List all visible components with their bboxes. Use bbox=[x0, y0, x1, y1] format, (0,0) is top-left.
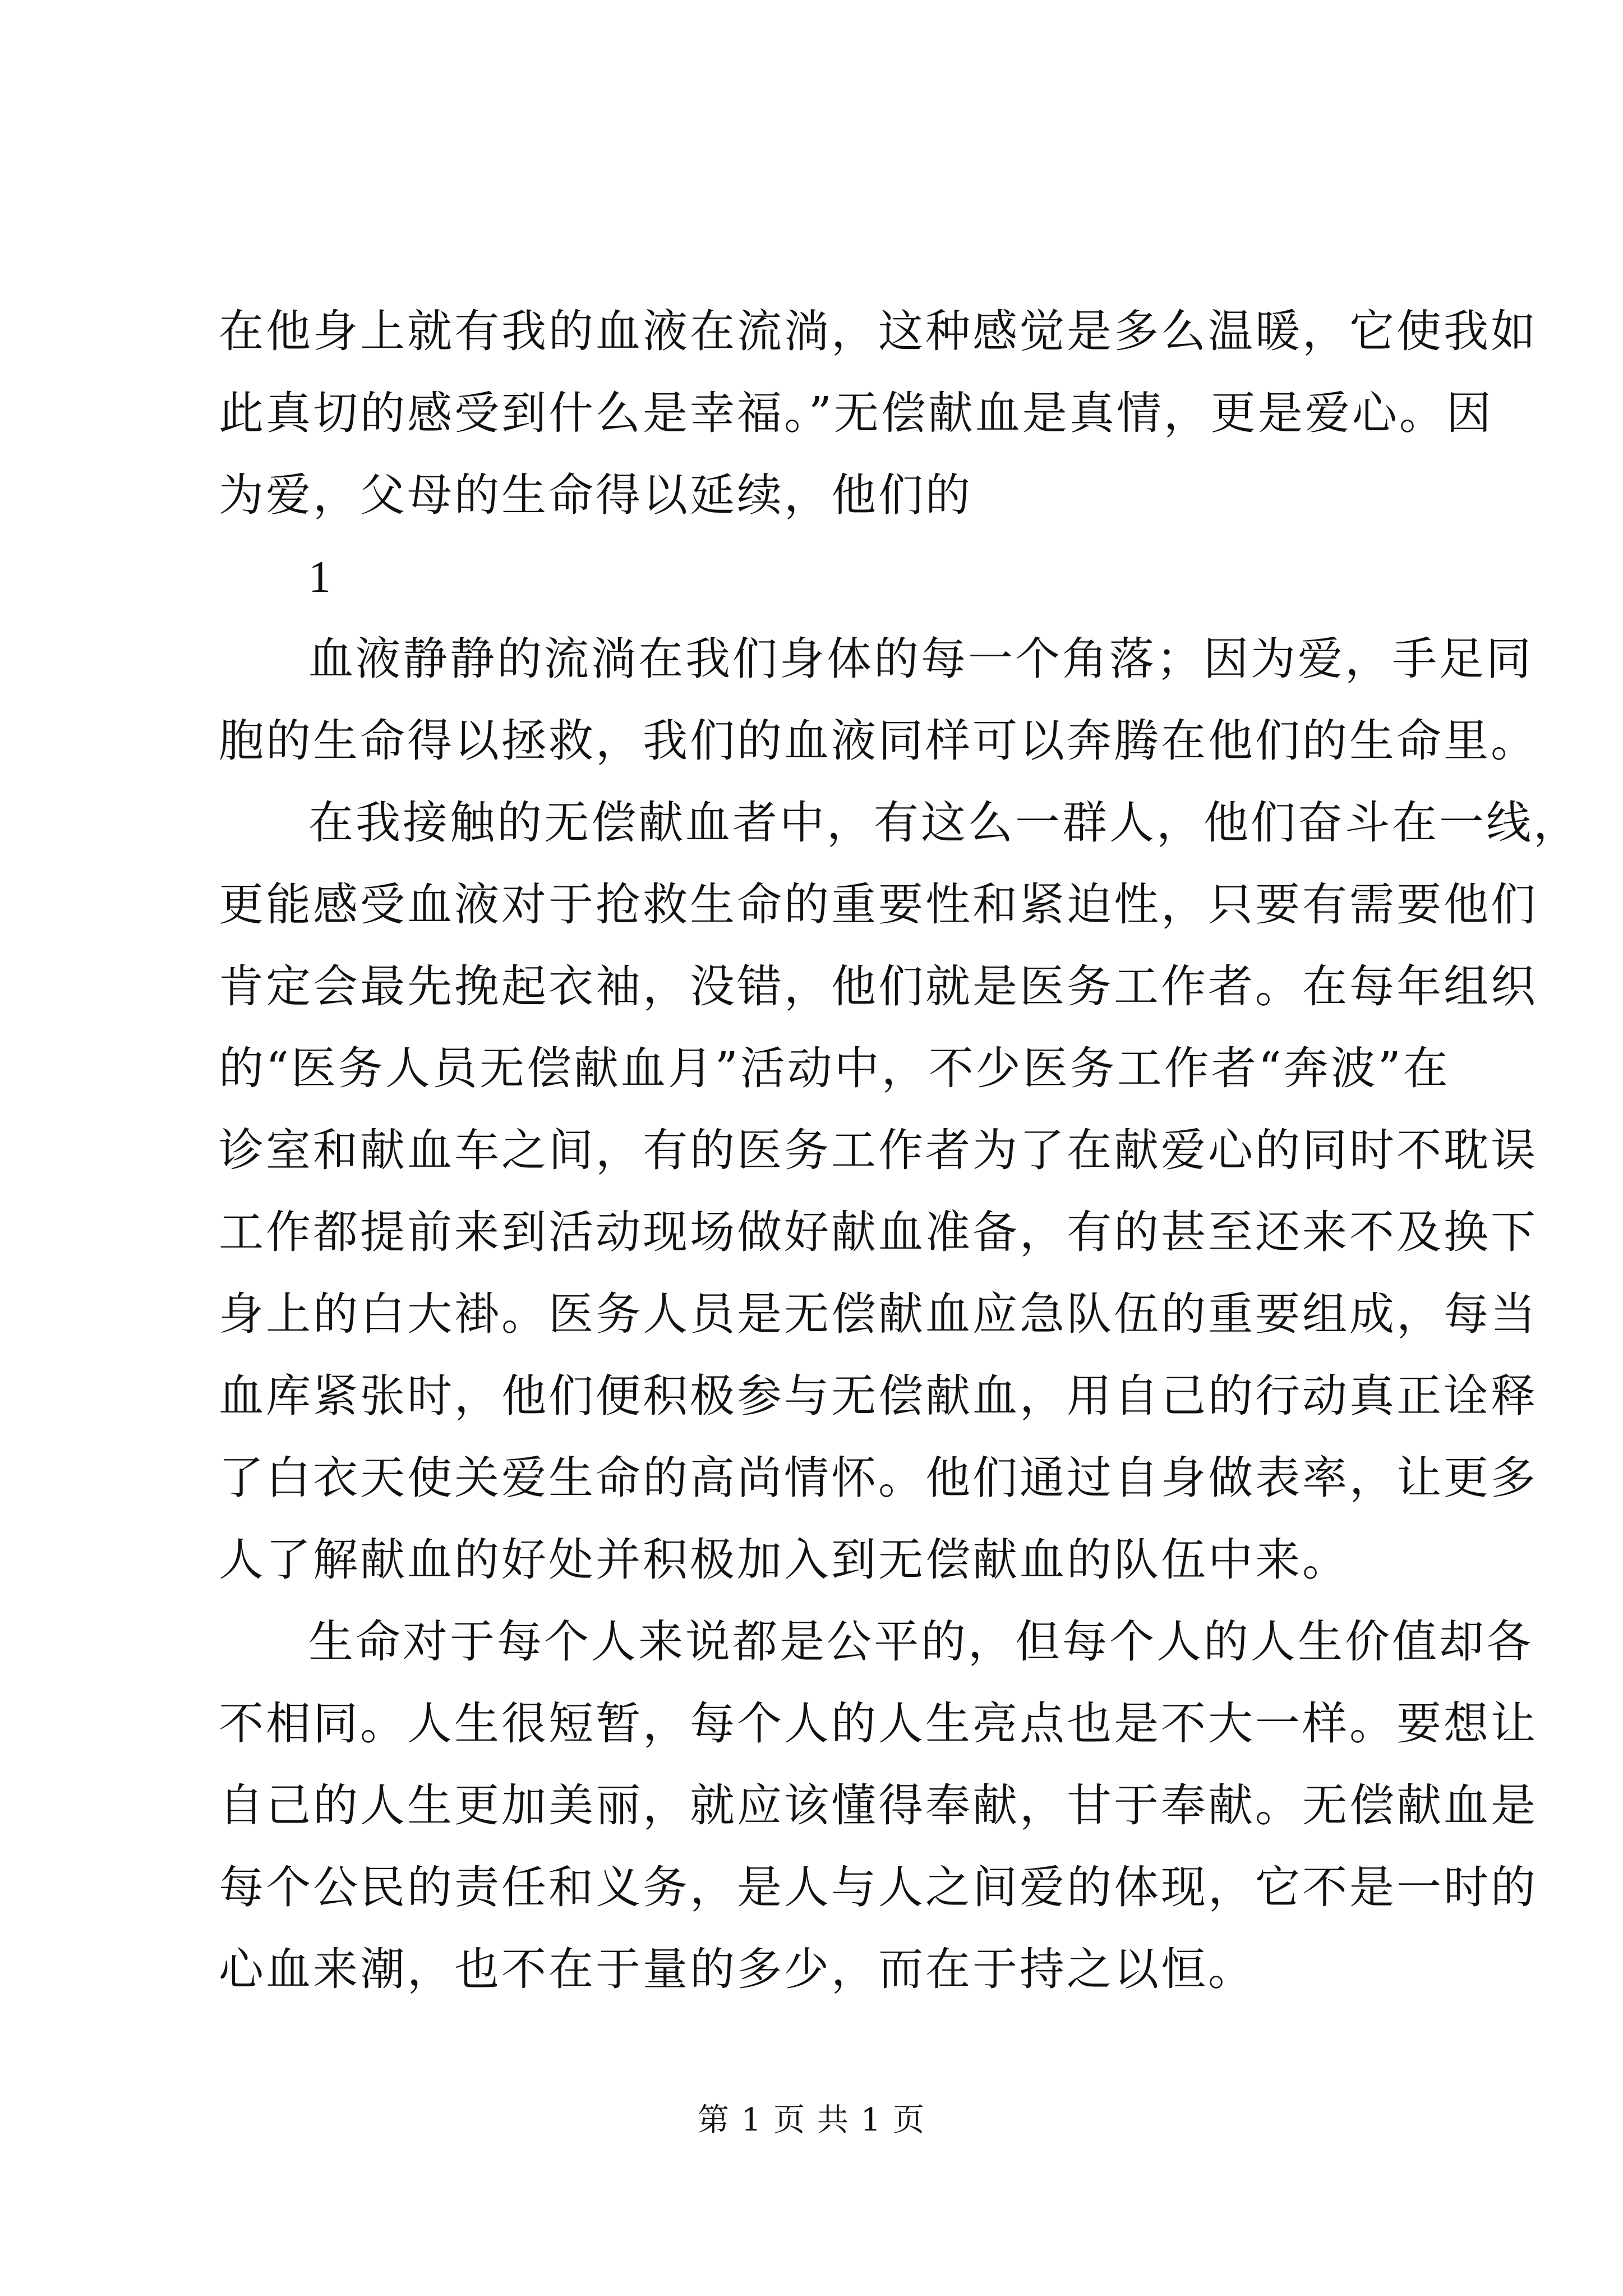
paragraph-first-line: 在我接触的无偿献血者中，有这么一群人，他们奋斗在一线， bbox=[308, 797, 1580, 849]
page-footer: 第 1 页 共 1 页 bbox=[697, 2102, 926, 2138]
text-line: 血库紧张时，他们便积极参与无偿献血，用自己的行动真正诠释 bbox=[219, 1370, 1538, 1422]
text-line: 了白衣天使关爱生命的高尚情怀。他们通过自身做表率，让更多 bbox=[219, 1452, 1538, 1504]
text-line: 为爱，父母的生命得以延续，他们的 bbox=[219, 469, 972, 521]
text-line: 诊室和献血车之间，有的医务工作者为了在献爱心的同时不耽误 bbox=[219, 1124, 1538, 1176]
text-line: 身上的白大褂。医务人员是无偿献血应急队伍的重要组成，每当 bbox=[219, 1288, 1538, 1340]
text-line: 自己的人生更加美丽，就应该懂得奉献，甘于奉献。无偿献血是 bbox=[219, 1779, 1538, 1832]
paragraph-first-line: 生命对于每个人来说都是公平的，但每个人的人生价值却各 bbox=[308, 1616, 1533, 1668]
text-line: 工作都提前来到活动现场做好献血准备，有的甚至还来不及换下 bbox=[219, 1206, 1538, 1258]
text-line: 心血来潮，也不在于量的多少，而在于持之以恒。 bbox=[219, 1943, 1255, 1995]
text-line: 人了解献血的好处并积极加入到无偿献血的队伍中来。 bbox=[219, 1534, 1349, 1586]
text-line: 肯定会最先挽起衣袖，没错，他们就是医务工作者。在每年组织 bbox=[219, 960, 1538, 1013]
text-line: 此真切的感受到什么是幸福。”无偿献血是真情，更是爱心。因 bbox=[219, 387, 1493, 439]
text-line: 更能感受血液对于抢救生命的重要性和紧迫性，只要有需要他们 bbox=[219, 878, 1538, 931]
text-line: 的“医务人员无偿献血月”活动中，不少医务工作者“奔波”在 bbox=[219, 1042, 1450, 1094]
inline-page-number: 1 bbox=[308, 553, 333, 602]
text-line: 在他身上就有我的血液在流淌，这种感觉是多么温暖，它使我如 bbox=[219, 305, 1538, 357]
text-line: 胞的生命得以拯救，我们的血液同样可以奔腾在他们的生命里。 bbox=[219, 715, 1538, 767]
text-line: 不相同。人生很短暂，每个人的人生亮点也是不大一样。要想让 bbox=[219, 1697, 1538, 1750]
text-line: 每个公民的责任和义务，是人与人之间爱的体现，它不是一时的 bbox=[219, 1861, 1538, 1913]
document-body bbox=[219, 291, 1580, 2010]
paragraph-first-line: 血液静静的流淌在我们身体的每一个角落；因为爱，手足同 bbox=[308, 633, 1533, 685]
